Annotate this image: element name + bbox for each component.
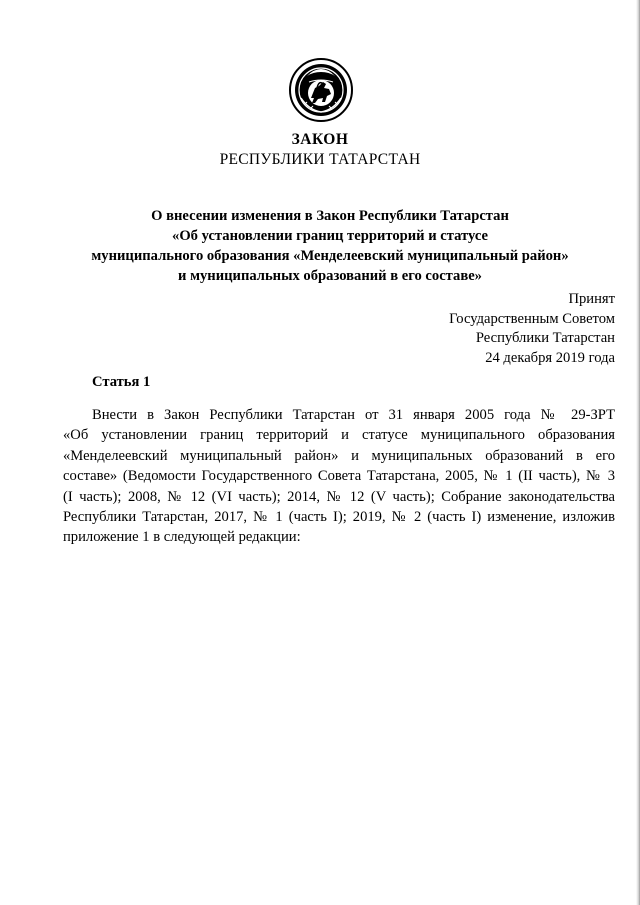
heading-line: и муниципальных образований в его составе»	[178, 268, 482, 284]
law-type-label: ЗАКОН	[291, 131, 349, 148]
heading-line: муниципального образования «Менделеевский муниципальный район»	[91, 248, 569, 264]
republic-label: РЕСПУБЛИКИ ТАТАРСТАН	[219, 151, 421, 168]
heading-line: О внесении изменения в Закон Республики Татарстан	[151, 208, 509, 224]
adoption-line: Республики Татарстан	[475, 330, 615, 346]
body-line: Республики Татарстан, 2017, № 1 (часть I); 2019, № 2 (часть I) изменение, изложив	[63, 509, 615, 526]
adoption-line: Принят	[568, 291, 615, 307]
body-line: приложение 1 в следующей редакции:	[63, 529, 301, 546]
adoption-date: 24 декабря 2019 года	[485, 349, 615, 366]
adoption-line: Государственным Советом	[449, 310, 615, 327]
tatarstan-coat-of-arms-icon	[289, 58, 353, 122]
body-line: (I часть); 2008, № 12 (VI часть); 2014, № 12 (V часть); Собрание законодательства	[63, 488, 615, 505]
heading-line: «Об установлении границ территорий и статусе	[172, 228, 488, 244]
article-body	[63, 405, 615, 548]
law-title	[0, 130, 640, 170]
article-title: Статья 1	[92, 374, 151, 390]
body-line: составе» (Ведомости Государственного Совета Татарстана, 2005, № 1 (II часть), № 3	[63, 468, 615, 485]
page-edge	[636, 0, 640, 905]
adoption-info	[449, 290, 615, 368]
law-heading	[60, 206, 600, 286]
body-line: «Об установлении границ территорий и статусе муниципального образования	[63, 427, 615, 444]
body-line: Внести в Закон Республики Татарстан от 31 января 2005 года № 29-ЗРТ	[92, 407, 615, 423]
body-line: «Менделеевский муниципальный район» и муниципальных образований в его	[63, 447, 615, 464]
